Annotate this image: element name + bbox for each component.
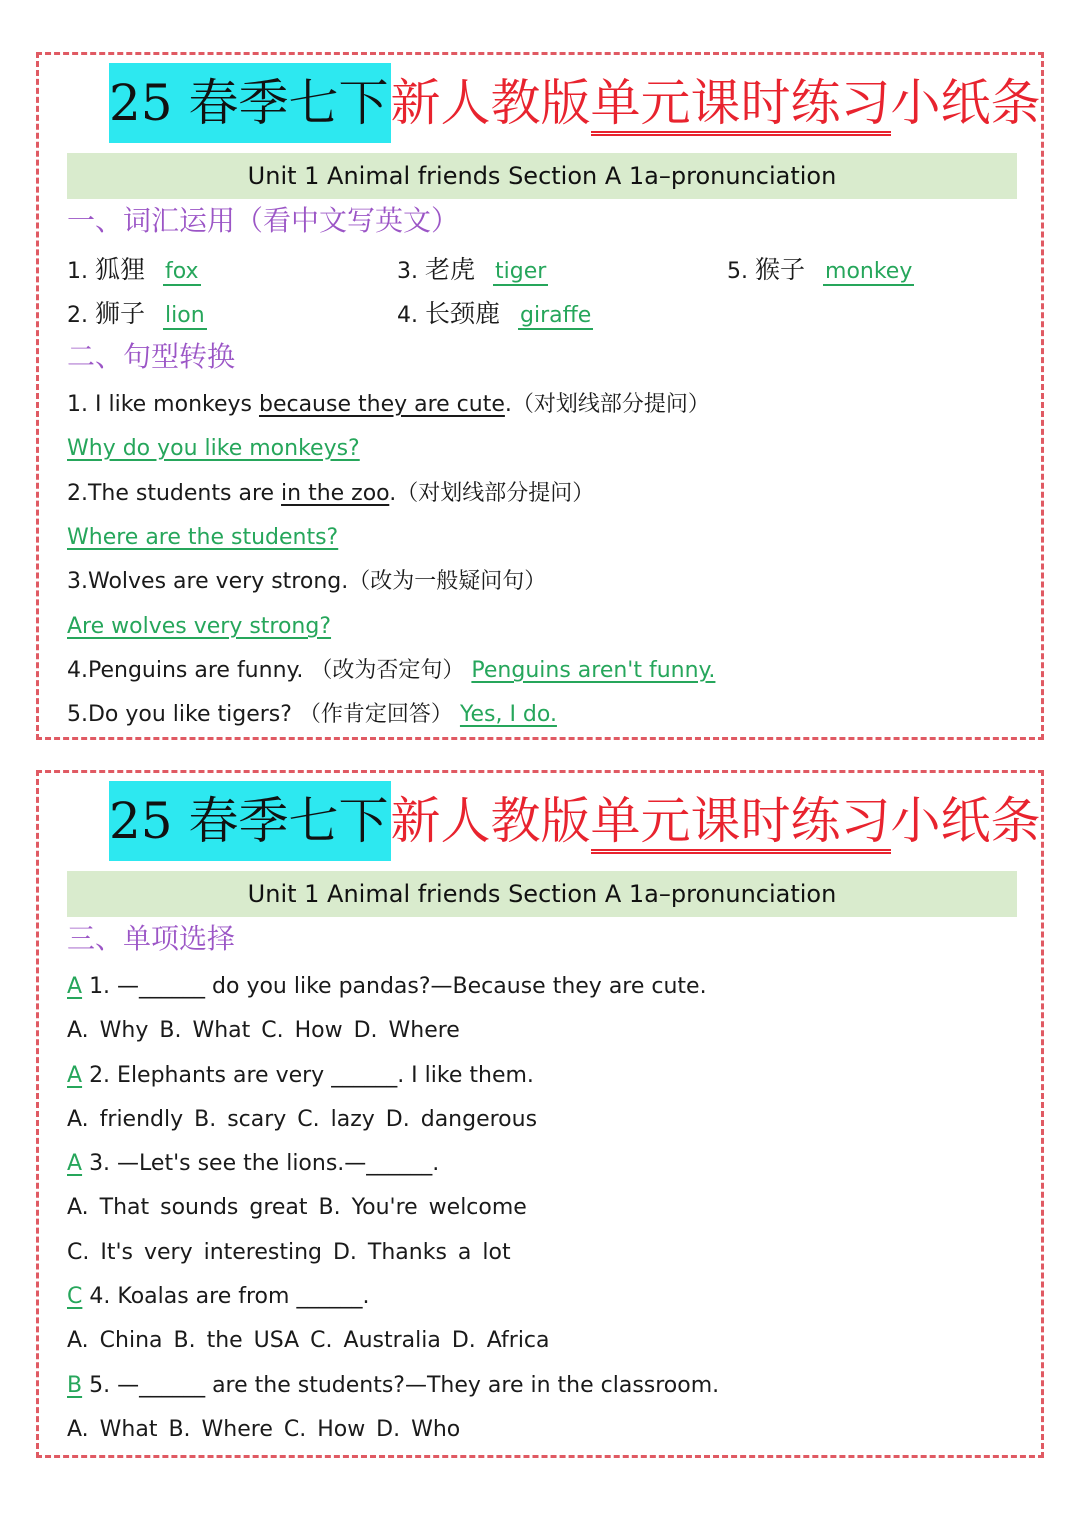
card-title — [109, 781, 1041, 861]
mc-question-2: A 2. Elephants are very ______. I like them. — [67, 1063, 534, 1088]
title-highlight: 25 春季七下 — [109, 63, 391, 143]
title-red: 新人教版 — [390, 74, 591, 132]
title-red-underlined: 单元课时练习 — [591, 75, 891, 136]
vocab-answer: fox — [165, 259, 199, 284]
mc-options: A. China B. the USA C. Australia D. Africa — [67, 1328, 550, 1353]
mc-question-3: A 3. —Let's see the lions.—______. — [67, 1151, 440, 1176]
mc-question-4: C 4. Koalas are from ______. — [67, 1284, 370, 1309]
vocab-item: 4. 长颈鹿 giraffe — [397, 299, 592, 328]
mc-answer: B — [67, 1373, 83, 1398]
card-title — [109, 63, 1041, 143]
mc-answer: A — [67, 974, 83, 999]
unit-banner: Unit 1 Animal friends Section A 1a–pronunciation — [67, 871, 1017, 917]
section-heading-choice: 三、单项选择 — [67, 922, 236, 955]
answer-5: Yes, I do. — [459, 702, 557, 727]
mc-question-5: B 5. —______ are the students?—They are in the classroom. — [67, 1373, 720, 1398]
unit-banner: Unit 1 Animal friends Section A 1a–pronunciation — [67, 153, 1017, 199]
vocab-answer: tiger — [495, 259, 547, 284]
vocab-answer: giraffe — [520, 303, 592, 328]
answer-2: Where are the students? — [67, 525, 339, 550]
mc-answer: A — [67, 1151, 83, 1176]
mc-options: A. What B. Where C. How D. Who — [67, 1417, 461, 1442]
vocab-answer: monkey — [825, 259, 913, 284]
title-red-end: 小纸条 — [890, 792, 1041, 850]
mc-answer: C — [67, 1284, 83, 1309]
vocab-item: 3. 老虎 tiger — [397, 255, 547, 284]
title-red: 新人教版 — [390, 792, 591, 850]
question-1: 1. I like monkeys because they are cute.（对划线部分提问） — [67, 392, 710, 417]
mc-answer: A — [67, 1063, 83, 1088]
vocab-item: 1. 狐狸 fox — [67, 255, 199, 284]
answer-3: Are wolves very strong? — [67, 614, 332, 639]
mc-question-1: A 1. —______ do you like pandas?—Because they are cute. — [67, 974, 707, 999]
answer-1: Why do you like monkeys? — [67, 436, 360, 461]
mc-options: A. That sounds great B. You're welcome — [67, 1195, 527, 1220]
section-heading-vocab: 一、词汇运用（看中文写英文） — [67, 204, 460, 237]
mc-options: C. It's very interesting D. Thanks a lot — [67, 1240, 511, 1265]
mc-options: A. Why B. What C. How D. Where — [67, 1018, 460, 1043]
vocab-answer: lion — [165, 303, 205, 328]
worksheet-card-1 — [36, 52, 1044, 740]
worksheet-card-2 — [36, 770, 1044, 1458]
question-5: 5.Do you like tigers? （作肯定回答） Yes, I do. — [67, 702, 557, 727]
question-4: 4.Penguins are funny. （改为否定句） Penguins aren't funny. — [67, 658, 716, 683]
section-heading-sentences: 二、句型转换 — [67, 340, 236, 373]
answer-4: Penguins aren't funny. — [471, 658, 716, 683]
question-2: 2.The students are in the zoo.（对划线部分提问） — [67, 481, 595, 506]
mc-options: A. friendly B. scary C. lazy D. dangerous — [67, 1107, 538, 1132]
vocab-item: 2. 狮子 lion — [67, 299, 205, 328]
title-red-end: 小纸条 — [890, 74, 1041, 132]
question-3: 3.Wolves are very strong.（改为一般疑问句） — [67, 569, 547, 594]
title-highlight: 25 春季七下 — [109, 781, 391, 861]
vocab-item: 5. 猴子 monkey — [727, 255, 913, 284]
title-red-underlined: 单元课时练习 — [591, 793, 891, 854]
